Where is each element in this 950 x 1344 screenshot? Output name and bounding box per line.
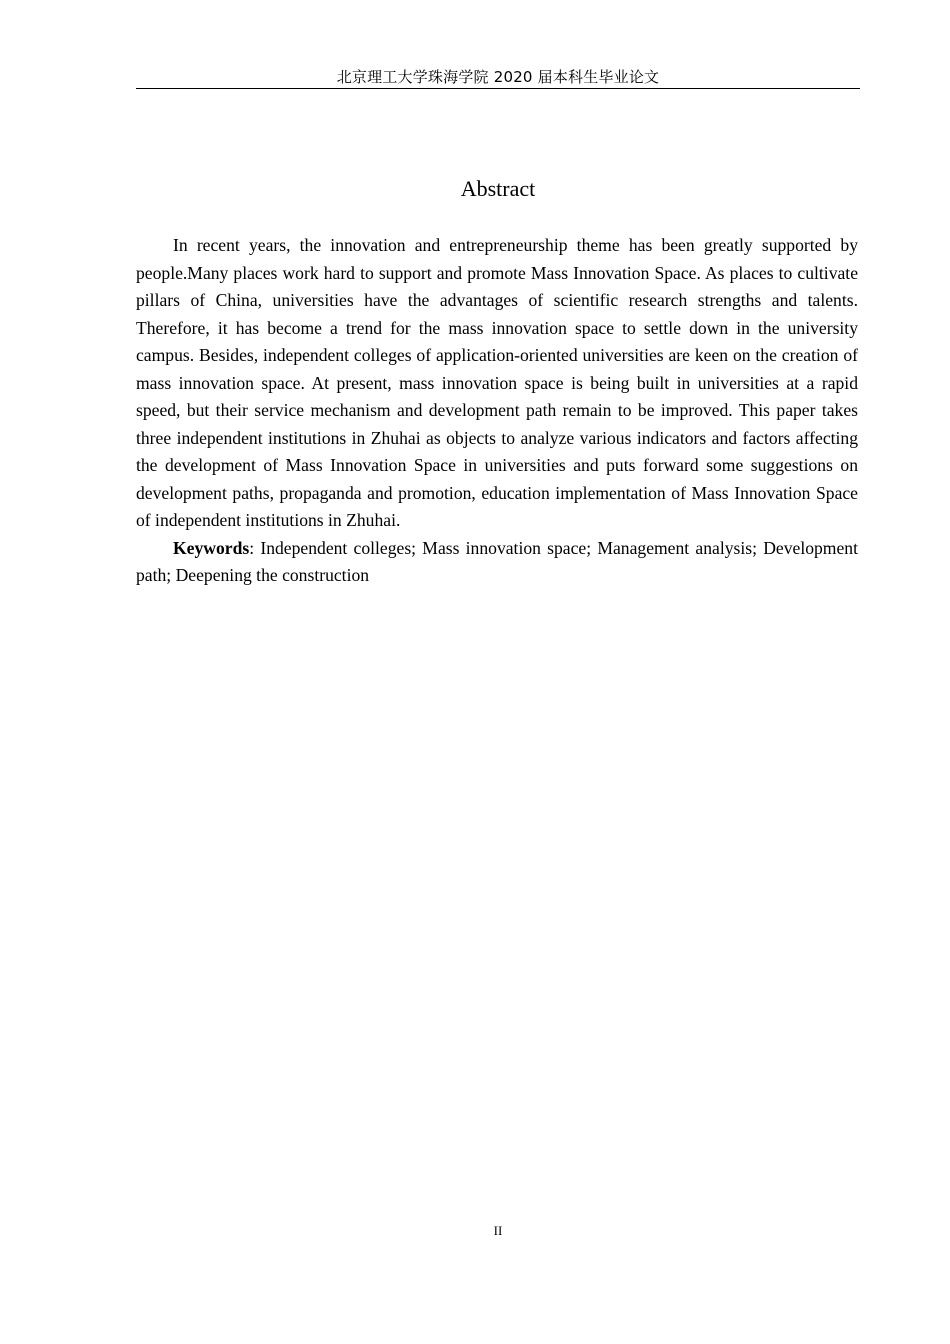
running-header xyxy=(136,66,860,89)
abstract-paragraph: In recent years, the innovation and entrepreneurship theme has been greatly supported by people.Many places work hard to support and promote Mass Innovation Space. As places to cultivate pillars of China, universities have the advantages of scientific research strengths and talents. Therefore, it has become a trend for the mass innovation space to settle down in the university campus. Besides, independent colleges of application-oriented universities are keen on the creation of mass innovation space. At present, mass innovation space is being built in universities at a rapid speed, but their service mechanism and development path remain to be improved. This paper takes three independent institutions in Zhuhai as objects to analyze various indicators and factors affecting the development of Mass Innovation Space in universities and puts forward some suggestions on development paths, propaganda and promotion, education implementation of Mass Innovation Space of independent institutions in Zhuhai. xyxy=(136,235,858,530)
keywords-separator: : xyxy=(249,537,261,558)
keywords-label: Keywords xyxy=(173,537,250,558)
abstract-title: Abstract xyxy=(460,176,536,201)
page-number: II xyxy=(493,1223,503,1238)
keywords-list: Independent colleges; Mass innovation space; Management analysis; Development path; Deepening the construction xyxy=(136,537,858,585)
running-header-text: 北京理工大学珠海学院 2020 届本科生毕业论文 xyxy=(336,68,660,86)
keywords-paragraph xyxy=(136,535,858,590)
abstract-section xyxy=(136,232,858,590)
